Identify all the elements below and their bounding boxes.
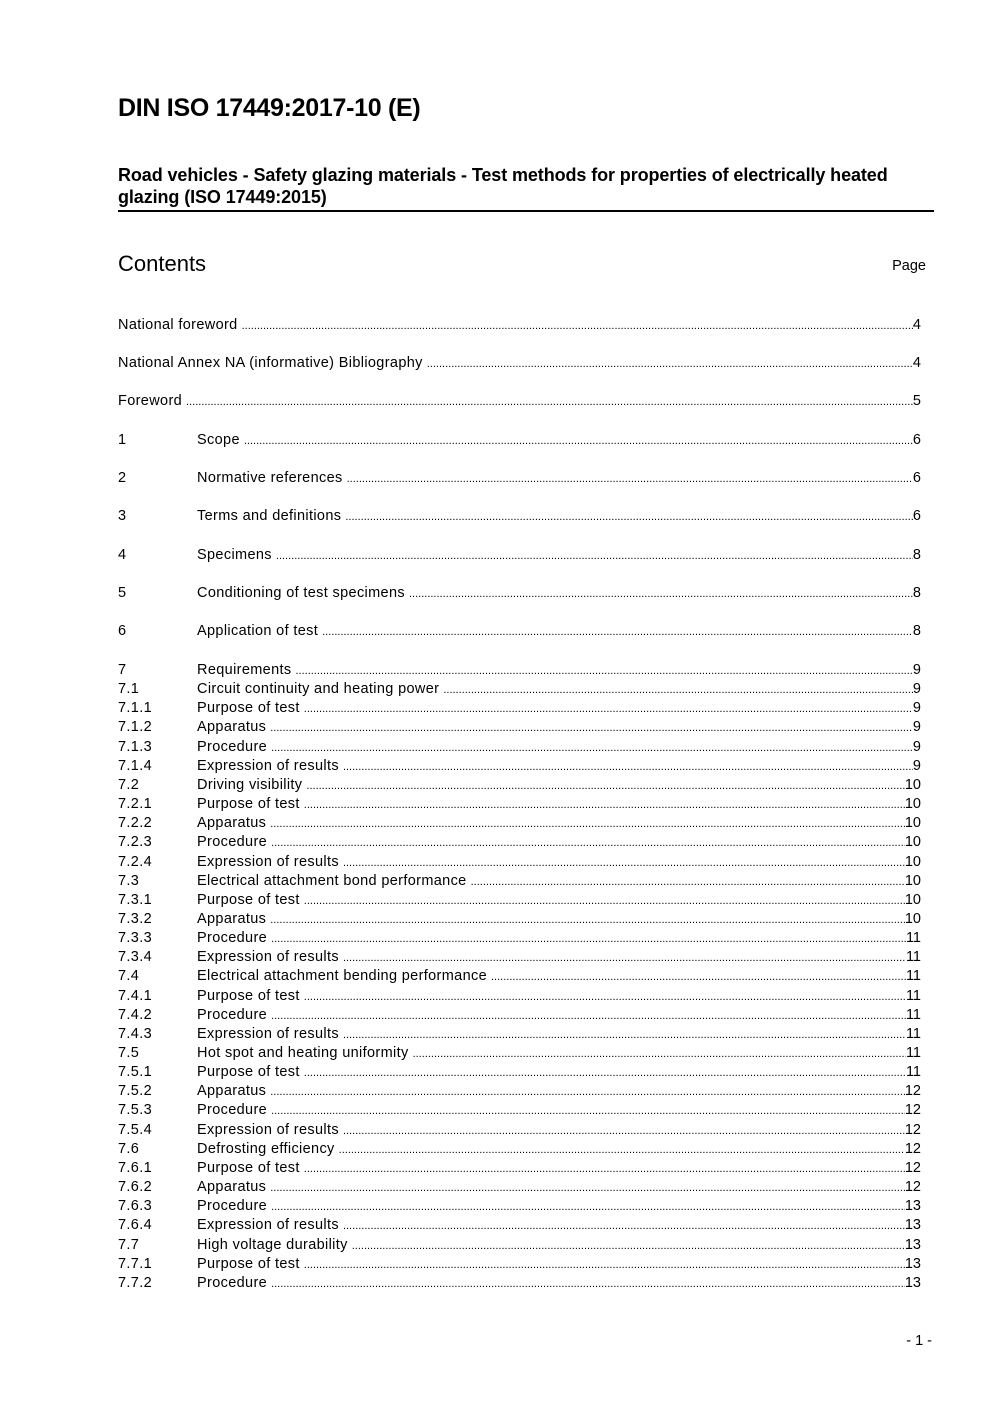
- toc-entry[interactable]: [118, 833, 921, 852]
- toc-entry[interactable]: [118, 718, 921, 737]
- toc-dot-leader: [413, 1045, 906, 1064]
- toc-entry-title: Application of test: [197, 623, 319, 639]
- toc-entry-number: 7.2.1: [118, 796, 152, 813]
- toc-entry-title: Electrical attachment bending performance: [197, 968, 487, 985]
- toc-entry-page: 10: [904, 872, 921, 889]
- toc-entry[interactable]: [118, 316, 921, 335]
- toc-entry-title: Purpose of test: [197, 1255, 300, 1272]
- contents-heading: Contents: [118, 251, 207, 276]
- toc-entry-number: 7.6.2: [118, 1179, 152, 1196]
- toc-dot-leader: [443, 681, 913, 700]
- toc-entry-page: 10: [904, 796, 921, 813]
- toc-dot-leader: [270, 719, 913, 738]
- toc-entry-title: Procedure: [197, 738, 268, 755]
- toc-entry-number: 7.5.4: [118, 1121, 152, 1138]
- toc-dot-leader: [345, 508, 913, 527]
- toc-entry-number: 7.5: [118, 1045, 140, 1061]
- toc-entry-title: Foreword: [118, 393, 183, 409]
- toc-entry[interactable]: [118, 1063, 921, 1082]
- toc-entry[interactable]: [118, 1025, 921, 1044]
- toc-entry-title: Procedure: [197, 1274, 268, 1291]
- toc-entry-title: Scope: [197, 432, 240, 448]
- toc-entry-title: Procedure: [197, 1102, 268, 1119]
- toc-entry[interactable]: [118, 584, 921, 603]
- toc-entry[interactable]: [118, 1216, 921, 1235]
- toc-entry-title: Specimens: [197, 547, 272, 563]
- toc-entry-page: 11: [905, 1064, 921, 1081]
- toc-entry[interactable]: [118, 1274, 921, 1293]
- toc-entry-number: 7.4: [118, 968, 140, 985]
- toc-entry-number: 7.1.1: [118, 700, 152, 717]
- toc-entry-number: 7: [118, 662, 127, 678]
- toc-entry[interactable]: [118, 546, 921, 565]
- toc-dot-leader: [343, 1026, 906, 1045]
- toc-entry-page: 4: [912, 317, 921, 333]
- toc-entry-number: 2: [118, 470, 127, 486]
- toc-entry[interactable]: [118, 891, 921, 910]
- toc-entry-number: 7.3.1: [118, 891, 152, 908]
- toc-entry-title: High voltage durability: [197, 1236, 348, 1253]
- toc-entry-title: Purpose of test: [197, 796, 300, 813]
- toc-entry[interactable]: [118, 392, 921, 411]
- toc-entry-page: 13: [904, 1198, 921, 1215]
- toc-dot-leader: [276, 547, 913, 566]
- toc-entry-page: 10: [904, 853, 921, 870]
- toc-dot-leader: [343, 1217, 905, 1236]
- toc-entry-title: Electrical attachment bond performance: [197, 872, 467, 889]
- toc-entry-title: Procedure: [197, 930, 268, 947]
- toc-entry-title: Expression of results: [197, 1121, 339, 1138]
- toc-entry-page: 11: [905, 1025, 921, 1042]
- toc-entry-title: Defrosting efficiency: [197, 1140, 335, 1157]
- toc-entry-title: Procedure: [197, 1198, 268, 1215]
- toc-entry[interactable]: [118, 987, 921, 1006]
- toc-entry-title: Circuit continuity and heating power: [197, 681, 440, 698]
- toc-dot-leader: [339, 1141, 905, 1160]
- toc-dot-leader: [471, 873, 905, 892]
- toc-entry[interactable]: [118, 1006, 921, 1025]
- toc-entry-page: 10: [904, 891, 921, 908]
- toc-entry[interactable]: [118, 1236, 921, 1255]
- toc-entry-number: 7.5.2: [118, 1083, 152, 1100]
- toc-entry-number: 7.2: [118, 776, 140, 793]
- toc-entry[interactable]: [118, 1255, 921, 1274]
- toc-dot-leader: [304, 892, 905, 911]
- toc-entry-title: Expression of results: [197, 1217, 339, 1234]
- toc-entry-number: 7.5.1: [118, 1064, 152, 1081]
- toc-entry-number: 7.7: [118, 1236, 140, 1253]
- toc-entry-title: Apparatus: [197, 719, 267, 736]
- toc-entry-page: 10: [904, 776, 921, 793]
- toc-entry-title: Procedure: [197, 834, 268, 851]
- toc-entry-number: 7.6.1: [118, 1159, 152, 1176]
- toc-entry-title: Purpose of test: [197, 891, 300, 908]
- toc-entry-number: 7.3.4: [118, 949, 152, 966]
- toc-entry-page: 9: [912, 719, 921, 736]
- toc-entry[interactable]: [118, 354, 921, 373]
- toc-entry[interactable]: [118, 1101, 921, 1120]
- toc-dot-leader: [242, 317, 913, 336]
- toc-entry-number: 7.5.3: [118, 1102, 152, 1119]
- toc-entry[interactable]: [118, 622, 921, 641]
- toc-entry[interactable]: [118, 814, 921, 833]
- toc-entry-number: 7.1.4: [118, 757, 152, 774]
- toc-dot-leader: [491, 968, 906, 987]
- toc-entry-page: 13: [904, 1274, 921, 1291]
- toc-entry[interactable]: [118, 853, 921, 872]
- toc-dot-leader: [322, 623, 913, 642]
- toc-entry-number: 7.4.1: [118, 987, 152, 1004]
- toc-dot-leader: [427, 355, 913, 374]
- toc-entry-page: 11: [905, 930, 921, 947]
- toc-entry-number: 7.7.1: [118, 1255, 152, 1272]
- toc-entry-page: 10: [904, 834, 921, 851]
- toc-entry-page: 9: [912, 700, 921, 717]
- toc-entry-title: Expression of results: [197, 1025, 339, 1042]
- toc-entry-number: 5: [118, 585, 127, 601]
- toc-entry[interactable]: [118, 967, 921, 986]
- toc-entry-title: Procedure: [197, 1006, 268, 1023]
- toc-entry[interactable]: [118, 776, 921, 795]
- toc-entry-page: 5: [912, 393, 921, 409]
- toc-dot-leader: [271, 1275, 905, 1294]
- toc-entry-page: 9: [912, 681, 921, 698]
- toc-entry-title: Driving visibility: [197, 776, 303, 793]
- toc-dot-leader: [186, 393, 913, 412]
- toc-entry[interactable]: [118, 1159, 921, 1178]
- toc-dot-leader: [304, 700, 913, 719]
- toc-dot-leader: [271, 930, 906, 949]
- toc-entry-number: 7.4.3: [118, 1025, 152, 1042]
- toc-entry-page: 11: [905, 987, 921, 1004]
- toc-dot-leader: [304, 1064, 906, 1083]
- toc-entry[interactable]: [118, 929, 921, 948]
- toc-entry[interactable]: [118, 680, 921, 699]
- toc-dot-leader: [306, 777, 904, 796]
- toc-entry-page: 11: [905, 1006, 921, 1023]
- toc-dot-leader: [409, 585, 913, 604]
- toc-entry[interactable]: [118, 507, 921, 526]
- toc-entry-title: Apparatus: [197, 1083, 267, 1100]
- toc-entry-page: 8: [912, 623, 921, 639]
- toc-entry-number: 7.3.3: [118, 930, 152, 947]
- toc-entry-number: 7.3: [118, 872, 140, 889]
- toc-entry-page: 11: [905, 949, 921, 966]
- toc-entry-page: 13: [904, 1236, 921, 1253]
- toc-entry-number: 7.6.4: [118, 1217, 152, 1234]
- page-number: - 1 -: [906, 1333, 932, 1349]
- toc-entry-title: Hot spot and heating uniformity: [197, 1045, 409, 1061]
- toc-entry-page: 10: [904, 910, 921, 927]
- toc-entry-page: 10: [904, 815, 921, 832]
- toc-entry-number: 6: [118, 623, 127, 639]
- toc-entry-page: 11: [905, 968, 921, 985]
- toc-entry-number: 7.6: [118, 1140, 140, 1157]
- toc-dot-leader: [244, 432, 913, 451]
- toc-dot-leader: [304, 796, 905, 815]
- toc-entry[interactable]: [118, 738, 921, 757]
- toc-dot-leader: [347, 470, 913, 489]
- toc-entry-number: 3: [118, 508, 127, 524]
- toc-entry-title: Expression of results: [197, 949, 339, 966]
- toc-entry-title: Expression of results: [197, 853, 339, 870]
- toc-dot-leader: [343, 1122, 905, 1141]
- document-title: Road vehicles - Safety glazing materials - Test methods for properties of electrically heated glazing (ISO 17449:2015): [118, 165, 888, 207]
- toc-entry[interactable]: [118, 431, 921, 450]
- toc-entry-title: National Annex NA (informative) Bibliography: [118, 355, 423, 371]
- toc-entry-number: 7.4.2: [118, 1006, 152, 1023]
- toc-entry-title: Purpose of test: [197, 987, 300, 1004]
- toc-entry-page: 12: [904, 1121, 921, 1138]
- toc-entry-number: 7.1: [118, 681, 140, 698]
- toc-entry[interactable]: [118, 1044, 921, 1063]
- toc-entry-page: 6: [912, 470, 921, 486]
- toc-entry-page: 12: [904, 1140, 921, 1157]
- page-column-heading: Page: [892, 258, 926, 274]
- toc-entry-page: 9: [912, 662, 921, 678]
- toc-entry-page: 12: [904, 1083, 921, 1100]
- toc-dot-leader: [304, 1160, 905, 1179]
- toc-entry[interactable]: [118, 661, 921, 680]
- toc-dot-leader: [271, 1102, 905, 1121]
- toc-entry-number: 7.2.3: [118, 834, 152, 851]
- toc-entry[interactable]: [118, 948, 921, 967]
- toc-entry-number: 7.3.2: [118, 910, 152, 927]
- toc-dot-leader: [343, 758, 913, 777]
- toc-entry-page: 9: [912, 757, 921, 774]
- toc-entry[interactable]: [118, 1178, 921, 1197]
- toc-entry-number: 4: [118, 547, 127, 563]
- toc-dot-leader: [270, 815, 905, 834]
- toc-entry-page: 11: [905, 1045, 921, 1061]
- title-underline: [118, 210, 934, 212]
- toc-entry-title: Normative references: [197, 470, 343, 486]
- toc-entry-number: 7.1.2: [118, 719, 152, 736]
- toc-entry-page: 6: [912, 432, 921, 448]
- toc-entry-title: Terms and definitions: [197, 508, 342, 524]
- toc-entry-page: 13: [904, 1217, 921, 1234]
- toc-dot-leader: [304, 1256, 905, 1275]
- toc-entry[interactable]: [118, 795, 921, 814]
- toc-entry-title: Apparatus: [197, 910, 267, 927]
- toc-entry[interactable]: [118, 469, 921, 488]
- toc-dot-leader: [271, 834, 905, 853]
- toc-dot-leader: [295, 662, 912, 681]
- toc-dot-leader: [271, 1198, 905, 1217]
- toc-dot-leader: [270, 911, 905, 930]
- toc-entry-page: 8: [912, 585, 921, 601]
- toc-entry-number: 7.1.3: [118, 738, 152, 755]
- toc-entry-number: 7.2.4: [118, 853, 152, 870]
- toc-entry[interactable]: [118, 910, 921, 929]
- toc-entry-title: Conditioning of test specimens: [197, 585, 405, 601]
- toc-entry-title: Purpose of test: [197, 1159, 300, 1176]
- toc-entry-page: 6: [912, 508, 921, 524]
- toc-entry-page: 12: [904, 1159, 921, 1176]
- toc-entry-page: 8: [912, 547, 921, 563]
- toc-entry-number: 7.6.3: [118, 1198, 152, 1215]
- toc-dot-leader: [271, 739, 913, 758]
- toc-entry[interactable]: [118, 757, 921, 776]
- toc-dot-leader: [271, 1007, 906, 1026]
- toc-dot-leader: [343, 854, 905, 873]
- toc-entry[interactable]: [118, 872, 921, 891]
- toc-entry-title: Requirements: [197, 662, 292, 678]
- toc-entry-page: 13: [904, 1255, 921, 1272]
- toc-entry-title: Purpose of test: [197, 1064, 300, 1081]
- toc-entry-title: Apparatus: [197, 815, 267, 832]
- toc-entry-page: 12: [904, 1179, 921, 1196]
- toc-dot-leader: [270, 1179, 905, 1198]
- toc-entry-page: 12: [904, 1102, 921, 1119]
- toc-dot-leader: [270, 1083, 905, 1102]
- document-id: DIN ISO 17449:2017-10 (E): [118, 94, 421, 122]
- toc-entry[interactable]: [118, 1140, 921, 1159]
- toc-entry[interactable]: [118, 1197, 921, 1216]
- toc-entry-title: National foreword: [118, 317, 238, 333]
- toc-entry-number: 7.2.2: [118, 815, 152, 832]
- toc-dot-leader: [352, 1237, 905, 1256]
- toc-entry[interactable]: [118, 1121, 921, 1140]
- toc-dot-leader: [304, 988, 906, 1007]
- toc-dot-leader: [343, 949, 906, 968]
- toc-entry-number: 1: [118, 432, 127, 448]
- toc-entry[interactable]: [118, 1082, 921, 1101]
- toc-entry-number: 7.7.2: [118, 1274, 152, 1291]
- toc-entry[interactable]: [118, 699, 921, 718]
- toc-entry-title: Expression of results: [197, 757, 339, 774]
- toc-entry-page: 9: [912, 738, 921, 755]
- toc-entry-title: Purpose of test: [197, 700, 300, 717]
- toc-entry-page: 4: [912, 355, 921, 371]
- toc-entry-title: Apparatus: [197, 1179, 267, 1196]
